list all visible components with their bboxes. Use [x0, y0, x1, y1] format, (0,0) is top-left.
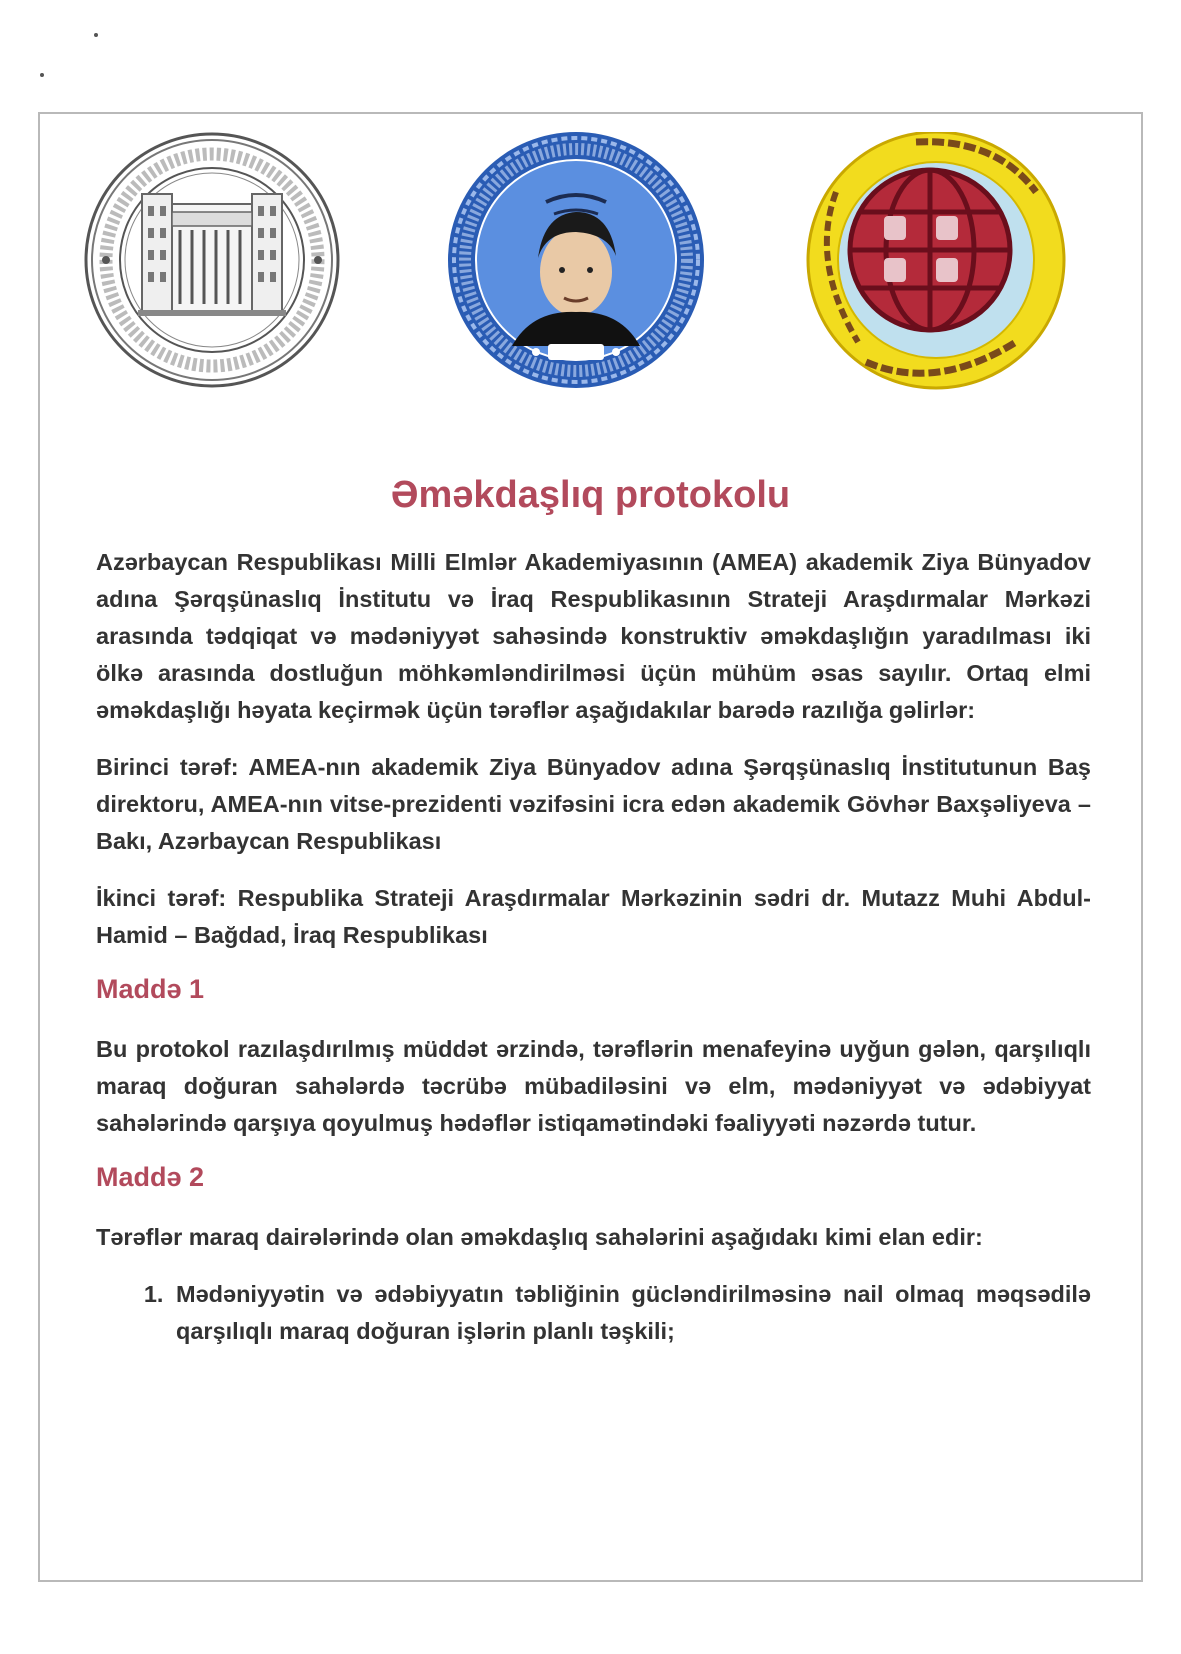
article-2-heading: Maddə 2	[96, 1162, 205, 1192]
article-2-list	[96, 1276, 1091, 1350]
article-2-text: Tərəflər maraq dairələrində olan əməkdaşlıq sahələrini aşağıdakı kimi elan edir:	[96, 1224, 983, 1250]
scan-speck	[40, 73, 44, 77]
party-one-paragraph: Birinci tərəf: AMEA-nın akademik Ziya Bünyadov adına Şərqşünaslıq İnstitutunun Baş direktoru, AMEA-nın vitse-prezidenti vəzifəsini icra edən akademik Gövhər Baxşəliyeva – Bakı, Azərbaycan Respublikası	[96, 754, 1091, 854]
document-body	[96, 544, 1091, 1350]
article-1-heading: Maddə 1	[96, 974, 205, 1004]
scan-speck	[94, 33, 98, 37]
azerbaijan-national-academy-seal	[72, 132, 352, 392]
list-item: 1. Mədəniyyətin və ədəbiyyatın təbliğinin gücləndirilməsinə nail olmaq məqsədilə qarşılıqlı maraq doğuran işlərin planlı təşkili;	[170, 1276, 1091, 1350]
article-1-text: Bu protokol razılaşdırılmış müddət ərzində, tərəflərin menafeyinə uyğun gələn, qarşılıqlı maraq doğuran sahələrdə təcrübə mübadiləsini və elm, mədəniyyət və ədəbiyyat sahələrində qarşıya qoyulmuş hədəflər istiqamətindəki fəaliyyəti nəzərdə tutur.	[96, 1036, 1091, 1136]
intro-paragraph: Azərbaycan Respublikası Milli Elmlər Akademiyasının (AMEA) akademik Ziya Bünyadov adına Şərqşünaslıq İnstitutu və İraq Respublikasının Strateji Araşdırmalar Mərkəzi arasında tədqiqat və mədəniyyət sahəsində konstruktiv əməkdaşlığın yaradılması iki ölkə arasında dostluğun möhkəmləndirilməsi üçün mühüm əsas sayılır. Ortaq elmi əməkdaşlığı həyata keçirmək üçün tərəflər aşağıdakılar barədə razılığa gəlirlər:	[96, 549, 1091, 723]
institute-oriental-studies-emblem	[436, 132, 716, 392]
document-frame	[38, 112, 1143, 1582]
party-two-paragraph: İkinci tərəf: Respublika Strateji Araşdırmalar Mərkəzinin sədri dr. Mutazz Muhi Abdul-Hamid – Bağdad, İraq Respublikası	[96, 885, 1091, 948]
logo-row	[40, 132, 1141, 392]
document-title: Əməkdaşlıq protokolu	[390, 474, 791, 516]
republican-center-strategic-studies-emblem	[796, 132, 1076, 392]
